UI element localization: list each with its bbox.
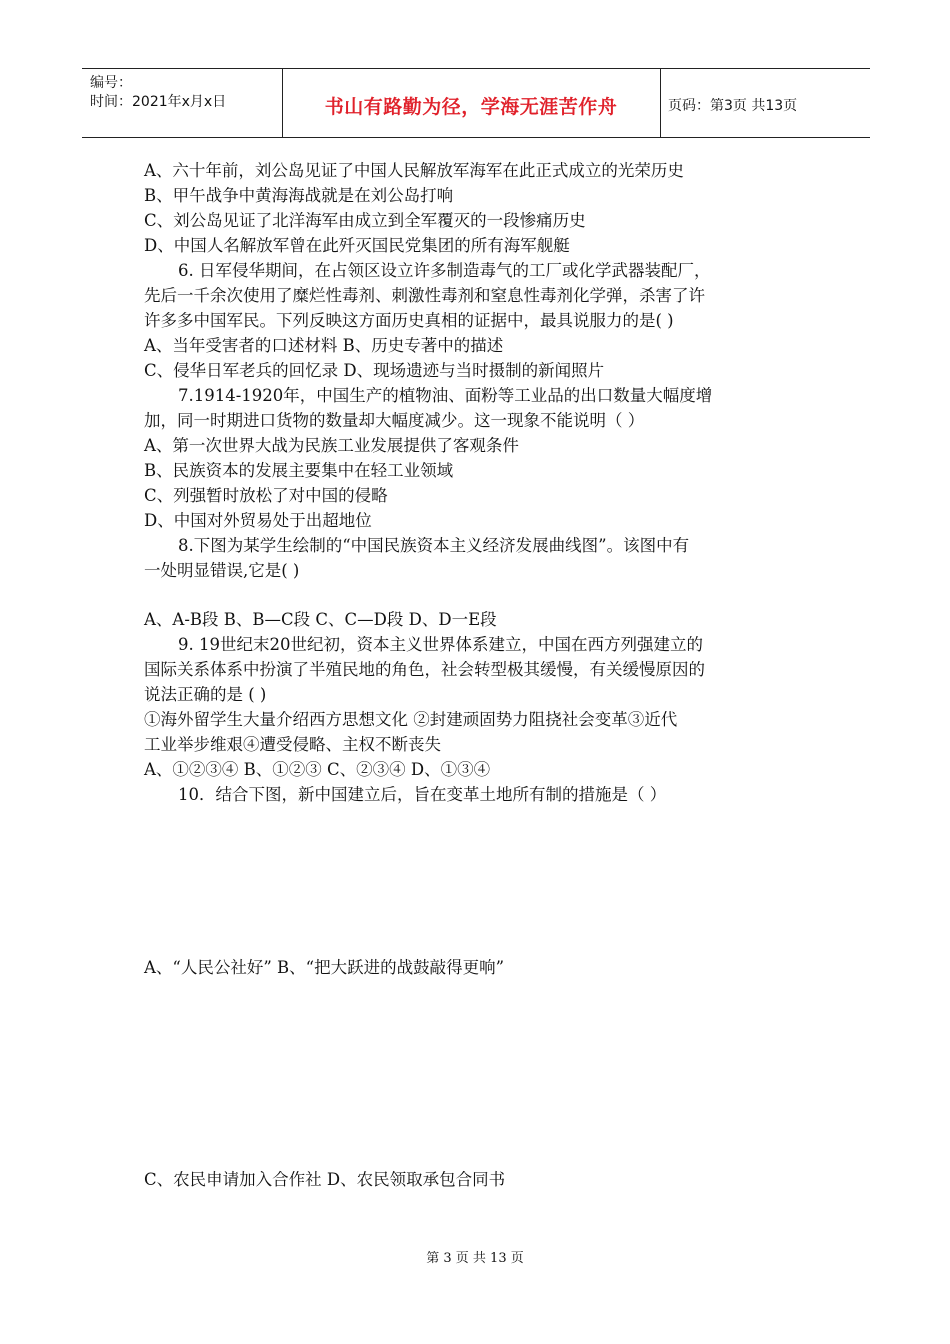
page-footer: 第 3 页 共 13 页	[426, 1251, 524, 1266]
header-page-cell	[660, 69, 870, 137]
q6-text: 许多多中国军民。下列反映这方面历史真相的证据中，最具说服力的是( )	[144, 311, 674, 330]
q6-text: 6. 日军侵华期间，在占领区设立许多制造毒气的工厂或化学武器装配厂，	[178, 261, 711, 280]
q10-text: 10．结合下图，新中国建立后，旨在变革土地所有制的措施是（ ）	[178, 785, 667, 804]
header-motto-cell	[282, 69, 661, 137]
q9-text: 9. 19世纪末20世纪初，资本主义世界体系建立，中国在西方列强建立的	[178, 635, 703, 654]
q10-options-ab: A、“人民公社好” B、“把大跃进的战鼓敲得更响”	[144, 958, 505, 977]
q9-text: 说法正确的是 ( )	[144, 685, 267, 704]
q6-options: C、侵华日军老兵的回忆录 D、现场遗迹与当时摄制的新闻照片	[144, 361, 605, 380]
q7-text: 7.1914-1920年，中国生产的植物油、面粉等工业品的出口数量大幅度增	[178, 386, 713, 405]
q6-text: 先后一千余次使用了糜烂性毒剂、刺激性毒剂和窒息性毒剂化学弹，杀害了许	[144, 286, 705, 305]
q9-statements: 工业举步维艰④遭受侵略、主权不断丧失	[144, 735, 441, 754]
page-info: 页码：第3页 共13页	[668, 98, 798, 114]
q10-options-cd: C、农民申请加入合作社 D、农民领取承包合同书	[144, 1170, 506, 1189]
q8-options: A、A-B段 B、B—C段 C、C—D段 D、D一E段	[144, 610, 497, 629]
motto: 书山有路勤为径，学海无涯苦作舟	[324, 96, 618, 118]
q5-option-c: C、刘公岛见证了北洋海军由成立到全军覆灭的一段惨痛历史	[144, 211, 586, 230]
number-label: 编号：	[90, 75, 132, 91]
q7-option-c: C、列强暂时放松了对中国的侵略	[144, 486, 388, 505]
q6-options: A、当年受害者的口述材料 B、历史专著中的描述	[144, 336, 504, 355]
q8-text: 一处明显错误,它是( )	[144, 561, 300, 580]
date-label: 时间：2021年x月x日	[90, 94, 227, 110]
q9-text: 国际关系体系中扮演了半殖民地的角色，社会转型极其缓慢，有关缓慢原因的	[144, 660, 705, 679]
q7-option-b: B、民族资本的发展主要集中在轻工业领域	[144, 461, 454, 480]
q7-option-a: A、第一次世界大战为民族工业发展提供了客观条件	[144, 436, 519, 455]
q8-text: 8.下图为某学生绘制的“中国民族资本主义经济发展曲线图”。该图中有	[178, 536, 690, 555]
page-header	[82, 68, 870, 138]
q7-text: 加，同一时期进口货物的数量却大幅度减少。这一现象不能说明（ ）	[144, 411, 645, 430]
q9-statements: ①海外留学生大量介绍西方思想文化 ②封建顽固势力阻挠社会变革③近代	[144, 710, 678, 729]
q5-option-b: B、甲午战争中黄海海战就是在刘公岛打响	[144, 186, 454, 205]
q9-options: A、①②③④ B、①②③ C、②③④ D、①③④	[144, 760, 491, 779]
header-meta-cell	[82, 69, 283, 137]
q7-option-d: D、中国对外贸易处于出超地位	[144, 511, 372, 530]
q5-option-d: D、中国人名解放军曾在此歼灭国民党集团的所有海军舰艇	[144, 236, 570, 255]
q5-option-a: A、六十年前，刘公岛见证了中国人民解放军海军在此正式成立的光荣历史	[144, 161, 684, 180]
